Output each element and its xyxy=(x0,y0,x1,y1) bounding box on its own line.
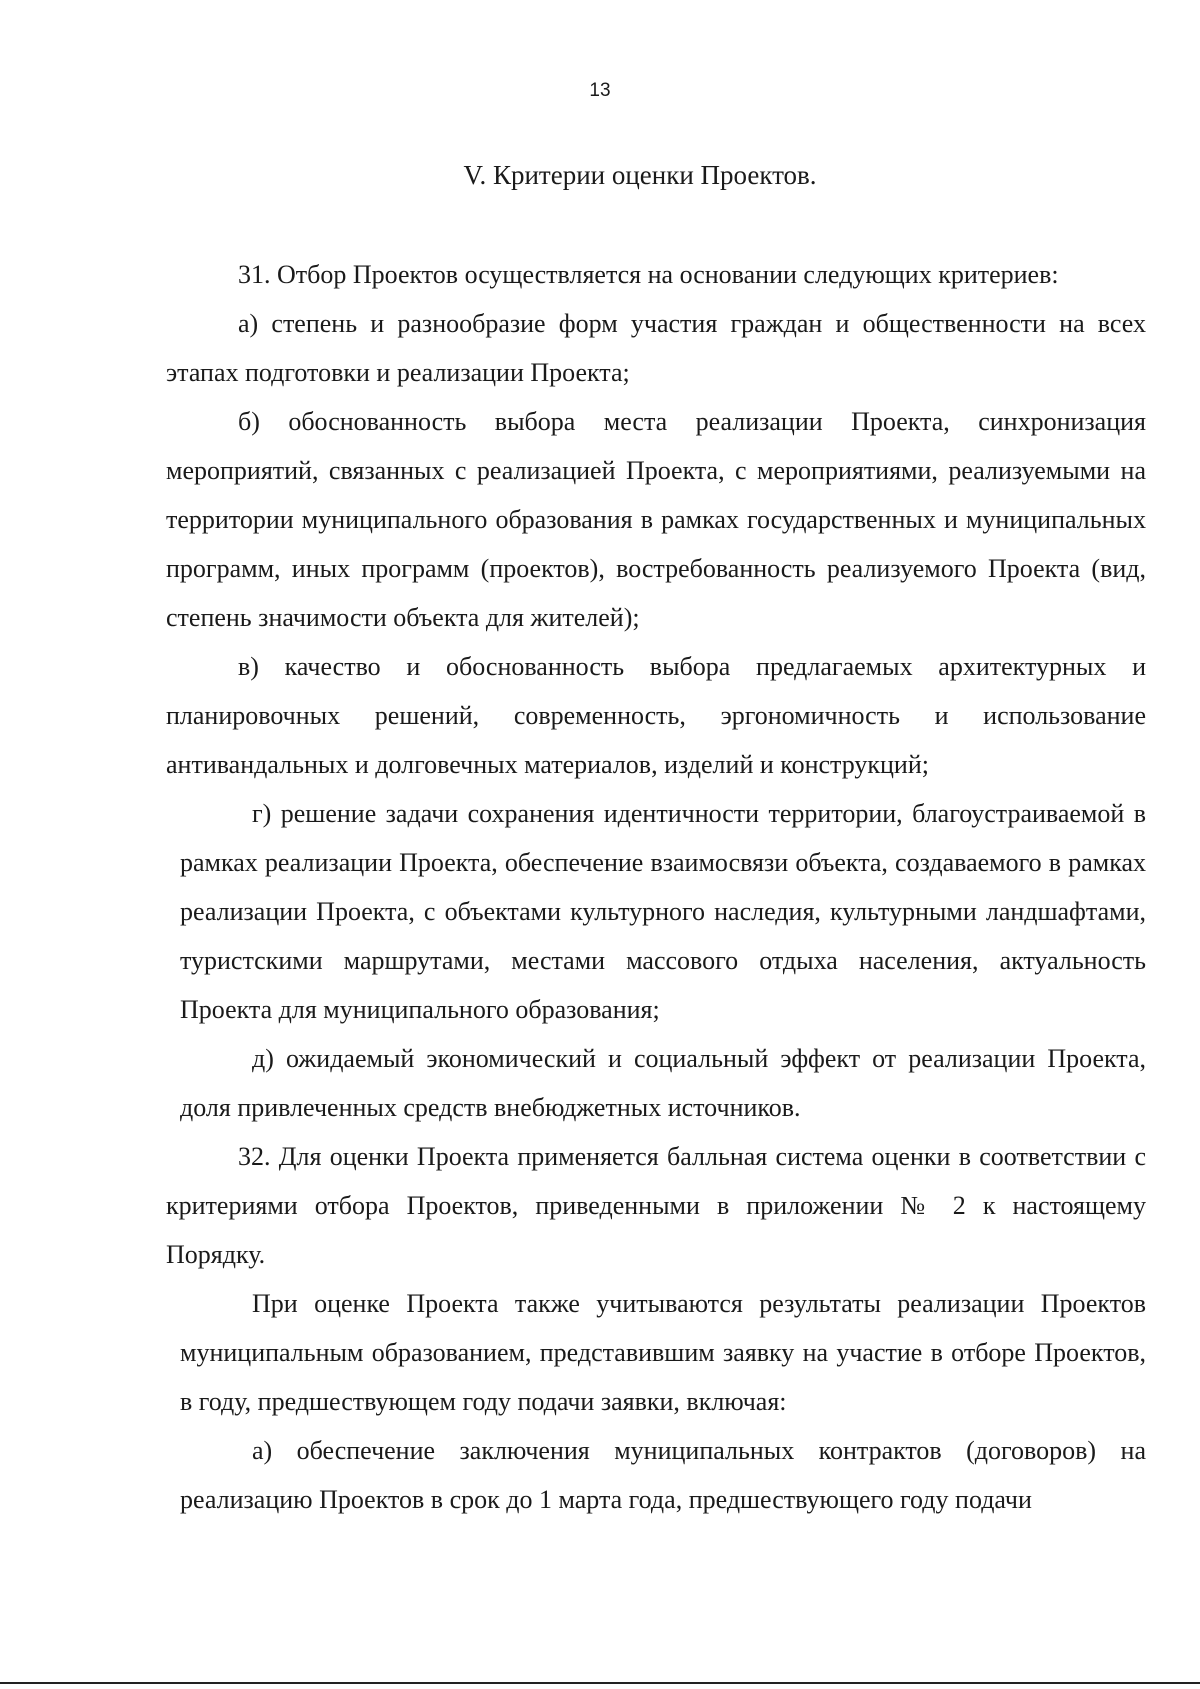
paragraph-32: 32. Для оценки Проекта применяется балльная система оценки в соответствии с критериями отбора Проектов, приведенными в приложении № 2 к настоящему Порядку. xyxy=(166,1142,1146,1269)
results-item-a: а) обеспечение заключения муниципальных контрактов (договоров) на реализацию Проектов в срок до 1 марта года, предшествующего году подачи xyxy=(180,1436,1146,1514)
paragraph-31: 31. Отбор Проектов осуществляется на основании следующих критериев: xyxy=(238,260,1059,289)
criterion-v: в) качество и обоснованность выбора предлагаемых архитектурных и планировочных решений, современность, эргономичность и использование антивандальных и долговечных материалов, изделий и конструкций; xyxy=(166,652,1146,779)
bottom-rule xyxy=(0,1682,1200,1684)
paragraph-results: При оценке Проекта также учитываются результаты реализации Проектов муниципальным образованием, представившим заявку на участие в отборе Проектов, в году, предшествующем году подачи заявки, включая: xyxy=(180,1289,1146,1416)
criterion-b: б) обоснованность выбора места реализации Проекта, синхронизация мероприятий, связанных с реализацией Проекта, с мероприятиями, реализуемыми на территории муниципального образования в рамках государственных и муниципальных программ, иных программ (проектов), востребованность реализуемого Проекта (вид, степень значимости объекта для жителей); xyxy=(166,407,1146,632)
criterion-d: д) ожидаемый экономический и социальный эффект от реализации Проекта, доля привлеченных средств внебюджетных источников. xyxy=(180,1044,1146,1122)
criterion-a: а) степень и разнообразие форм участия граждан и общественности на всех этапах подготовки и реализации Проекта; xyxy=(166,309,1146,387)
criterion-g: г) решение задачи сохранения идентичности территории, благоустраиваемой в рамках реализации Проекта, обеспечение взаимосвязи объекта, создаваемого в рамках реализации Проекта, с объектами культурного наследия, культурными ландшафтами, туристскими маршрутами, местами массового отдыха населения, актуальность Проекта для муниципального образования; xyxy=(180,799,1146,1024)
section-heading: V. Критерии оценки Проектов. xyxy=(463,160,817,190)
page-number: 13 xyxy=(589,80,611,101)
document-body xyxy=(166,250,1146,1524)
